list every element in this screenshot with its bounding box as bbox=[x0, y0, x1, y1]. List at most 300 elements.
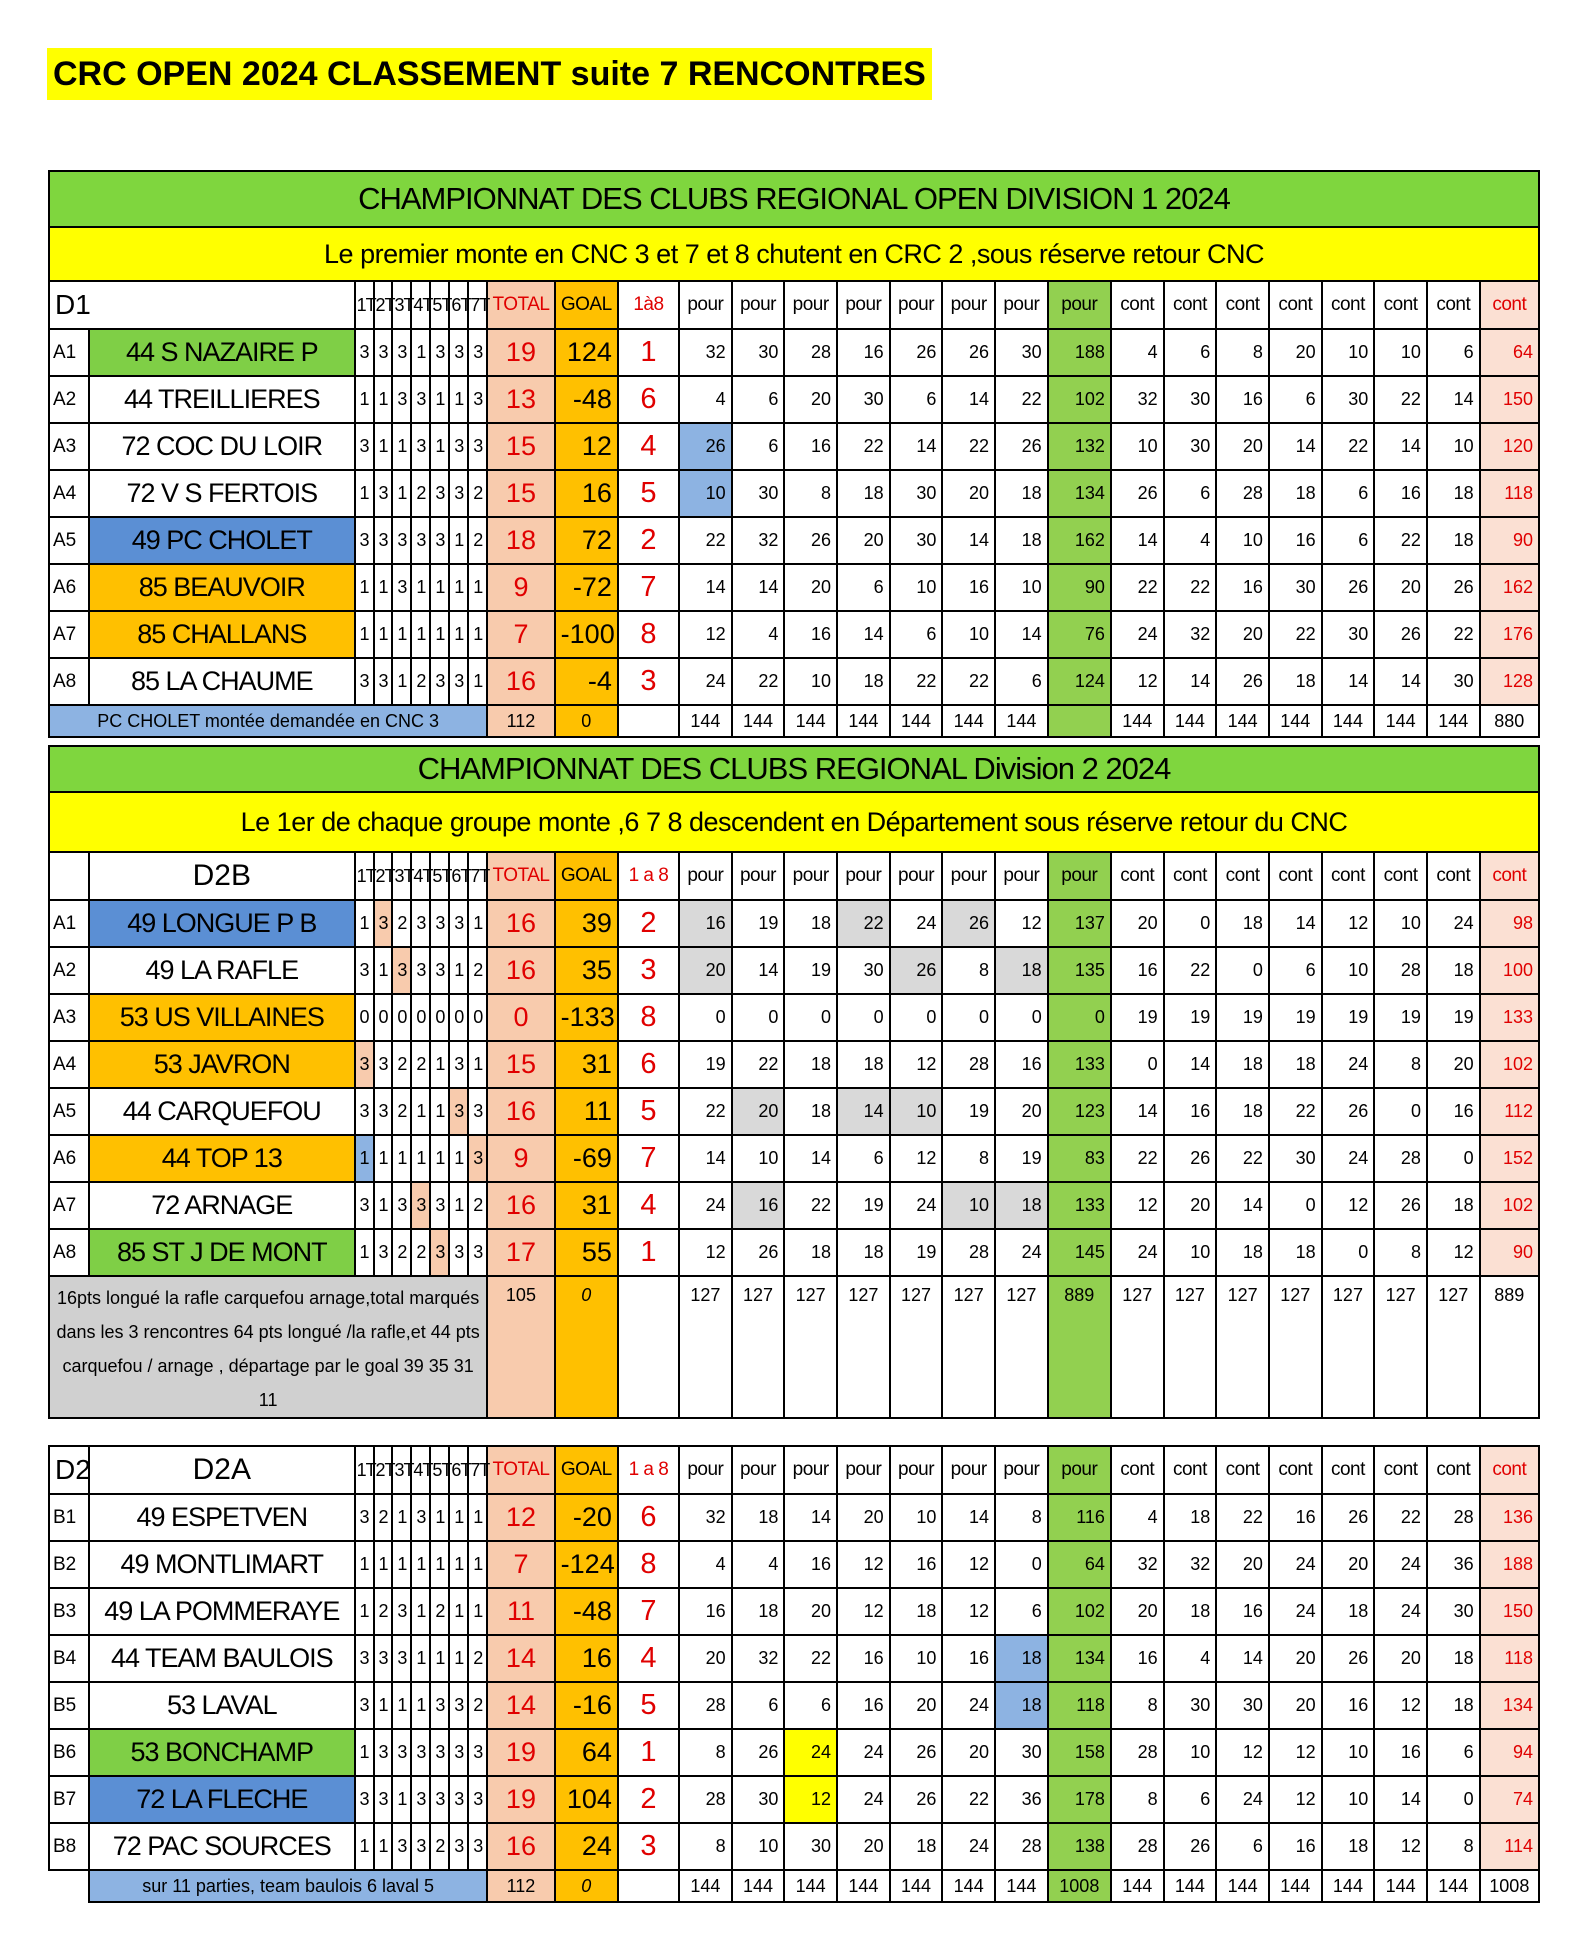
round-score: 3 bbox=[430, 329, 449, 376]
pour-value: 6 bbox=[890, 376, 943, 423]
footer-pour: 144 bbox=[679, 705, 732, 737]
team-code: B4 bbox=[49, 1635, 89, 1682]
pour-header: pour bbox=[784, 1446, 837, 1494]
cont-value: 20 bbox=[1427, 1041, 1480, 1088]
pour-header: pour bbox=[732, 281, 785, 329]
cont-value: 0 bbox=[1269, 1182, 1322, 1229]
round-score: 1 bbox=[392, 1682, 411, 1729]
total-points: 15 bbox=[487, 1041, 554, 1088]
pour-value: 28 bbox=[679, 1776, 732, 1823]
round-score: 3 bbox=[355, 658, 374, 705]
round-score: 1 bbox=[411, 1682, 430, 1729]
round-score: 1 bbox=[392, 423, 411, 470]
cont-value: 18 bbox=[1164, 1588, 1217, 1635]
round-score: 1 bbox=[411, 1088, 430, 1135]
team-code: A2 bbox=[49, 376, 89, 423]
cont-total-header: cont bbox=[1480, 852, 1539, 900]
pour-value: 16 bbox=[942, 564, 995, 611]
cont-value: 16 bbox=[1216, 1588, 1269, 1635]
goal-difference: -133 bbox=[555, 994, 618, 1041]
footer-pour: 144 bbox=[995, 1870, 1048, 1902]
cont-value: 18 bbox=[1269, 1229, 1322, 1276]
team-name: 85 BEAUVOIR bbox=[89, 564, 355, 611]
pour-value: 18 bbox=[995, 947, 1048, 994]
round-score: 1 bbox=[468, 564, 487, 611]
goal-difference: -100 bbox=[555, 611, 618, 658]
pour-value: 22 bbox=[784, 1182, 837, 1229]
round-score: 2 bbox=[468, 517, 487, 564]
team-row bbox=[49, 1541, 1539, 1588]
footer-pour: 144 bbox=[837, 1870, 890, 1902]
pour-value: 19 bbox=[890, 1229, 943, 1276]
cont-value: 30 bbox=[1216, 1682, 1269, 1729]
team-code: A1 bbox=[49, 329, 89, 376]
footer-pour: 144 bbox=[732, 705, 785, 737]
round-score: 1 bbox=[392, 611, 411, 658]
team-code: A7 bbox=[49, 611, 89, 658]
round-score: 1 bbox=[449, 1135, 468, 1182]
round-score: 3 bbox=[411, 517, 430, 564]
team-code: A5 bbox=[49, 517, 89, 564]
pour-header: pour bbox=[890, 852, 943, 900]
team-name: 44 S NAZAIRE P bbox=[89, 329, 355, 376]
pour-value: 26 bbox=[942, 900, 995, 947]
cont-value: 4 bbox=[1164, 517, 1217, 564]
footer-goal: 0 bbox=[555, 705, 618, 737]
round-score: 2 bbox=[392, 900, 411, 947]
total-points: 19 bbox=[487, 1729, 554, 1776]
cont-value: 14 bbox=[1216, 1182, 1269, 1229]
pour-value: 26 bbox=[942, 329, 995, 376]
cont-value: 6 bbox=[1164, 470, 1217, 517]
round-score: 3 bbox=[355, 1182, 374, 1229]
cont-value: 10 bbox=[1322, 1729, 1375, 1776]
round-score: 3 bbox=[392, 564, 411, 611]
round-header: 6T bbox=[449, 281, 468, 329]
cont-value: 6 bbox=[1164, 1776, 1217, 1823]
cont-value: 12 bbox=[1111, 1182, 1164, 1229]
rank: 2 bbox=[618, 900, 679, 947]
cont-value: 16 bbox=[1427, 1088, 1480, 1135]
pour-total: 133 bbox=[1048, 1041, 1111, 1088]
round-score: 1 bbox=[374, 947, 393, 994]
pour-header: pour bbox=[679, 1446, 732, 1494]
team-code: A8 bbox=[49, 1229, 89, 1276]
team-name: 85 LA CHAUME bbox=[89, 658, 355, 705]
team-name: 49 PC CHOLET bbox=[89, 517, 355, 564]
round-score: 3 bbox=[374, 1729, 393, 1776]
footer-cont: 144 bbox=[1269, 1870, 1322, 1902]
round-score: 1 bbox=[468, 611, 487, 658]
rank-header: 1 a 8 bbox=[618, 1446, 679, 1494]
pour-value: 20 bbox=[837, 1823, 890, 1870]
cont-value: 22 bbox=[1164, 947, 1217, 994]
round-score: 3 bbox=[449, 1823, 468, 1870]
pour-total: 102 bbox=[1048, 1588, 1111, 1635]
pour-value: 12 bbox=[837, 1541, 890, 1588]
round-header: 1T bbox=[355, 852, 374, 900]
pour-value: 12 bbox=[890, 1041, 943, 1088]
pour-value: 8 bbox=[679, 1823, 732, 1870]
round-header: 3T bbox=[392, 1446, 411, 1494]
round-score: 3 bbox=[355, 1776, 374, 1823]
header-row bbox=[49, 281, 1539, 329]
cont-total-header: cont bbox=[1480, 281, 1539, 329]
pour-value: 0 bbox=[995, 994, 1048, 1041]
pour-value: 19 bbox=[837, 1182, 890, 1229]
pour-total-header: pour bbox=[1048, 1446, 1111, 1494]
cont-value: 14 bbox=[1111, 517, 1164, 564]
round-score: 1 bbox=[392, 470, 411, 517]
cont-value: 24 bbox=[1427, 900, 1480, 947]
round-score: 0 bbox=[411, 994, 430, 1041]
cont-value: 16 bbox=[1374, 470, 1427, 517]
cont-value: 24 bbox=[1269, 1588, 1322, 1635]
round-score: 3 bbox=[449, 1729, 468, 1776]
pour-total: 124 bbox=[1048, 658, 1111, 705]
round-score: 1 bbox=[430, 1135, 449, 1182]
footer-total: 112 bbox=[487, 705, 554, 737]
group-code-header bbox=[49, 852, 89, 900]
team-name: 85 ST J DE MONT bbox=[89, 1229, 355, 1276]
team-name: 53 US VILLAINES bbox=[89, 994, 355, 1041]
pour-value: 20 bbox=[732, 1088, 785, 1135]
cont-total: 133 bbox=[1480, 994, 1539, 1041]
pour-value: 18 bbox=[837, 470, 890, 517]
pour-value: 30 bbox=[995, 1729, 1048, 1776]
pour-value: 22 bbox=[837, 423, 890, 470]
total-points: 15 bbox=[487, 423, 554, 470]
round-score: 1 bbox=[355, 1729, 374, 1776]
round-score: 3 bbox=[355, 1494, 374, 1541]
pour-value: 0 bbox=[837, 994, 890, 1041]
cont-value: 20 bbox=[1374, 564, 1427, 611]
pour-value: 22 bbox=[837, 900, 890, 947]
pour-value: 14 bbox=[942, 517, 995, 564]
round-header: 7T bbox=[468, 281, 487, 329]
footer-pour-total: 1008 bbox=[1048, 1870, 1111, 1902]
rank: 1 bbox=[618, 1729, 679, 1776]
round-header: 6T bbox=[449, 852, 468, 900]
round-score: 1 bbox=[374, 564, 393, 611]
cont-value: 0 bbox=[1111, 1041, 1164, 1088]
pour-value: 18 bbox=[890, 1823, 943, 1870]
pour-value: 26 bbox=[890, 329, 943, 376]
cont-value: 12 bbox=[1322, 1182, 1375, 1229]
round-score: 1 bbox=[449, 1541, 468, 1588]
goal-difference: 12 bbox=[555, 423, 618, 470]
cont-value: 16 bbox=[1216, 564, 1269, 611]
rank: 2 bbox=[618, 1776, 679, 1823]
team-row bbox=[49, 1729, 1539, 1776]
round-score: 1 bbox=[355, 1229, 374, 1276]
round-score: 1 bbox=[355, 564, 374, 611]
rank: 5 bbox=[618, 470, 679, 517]
cont-value: 20 bbox=[1216, 423, 1269, 470]
team-row bbox=[49, 1041, 1539, 1088]
pour-value: 22 bbox=[732, 1041, 785, 1088]
cont-header: cont bbox=[1164, 1446, 1217, 1494]
cont-value: 18 bbox=[1164, 1494, 1217, 1541]
team-name: 72 COC DU LOIR bbox=[89, 423, 355, 470]
cont-total: 120 bbox=[1480, 423, 1539, 470]
team-code: A2 bbox=[49, 947, 89, 994]
pour-value: 20 bbox=[942, 470, 995, 517]
team-code: A8 bbox=[49, 658, 89, 705]
pour-total: 76 bbox=[1048, 611, 1111, 658]
cont-value: 16 bbox=[1374, 1729, 1427, 1776]
total-points: 13 bbox=[487, 376, 554, 423]
team-row bbox=[49, 329, 1539, 376]
cont-value: 20 bbox=[1269, 1682, 1322, 1729]
round-score: 1 bbox=[411, 329, 430, 376]
round-score: 0 bbox=[468, 994, 487, 1041]
team-name: 72 LA FLECHE bbox=[89, 1776, 355, 1823]
round-score: 3 bbox=[374, 329, 393, 376]
cont-value: 18 bbox=[1322, 1823, 1375, 1870]
rank: 6 bbox=[618, 1041, 679, 1088]
goal-difference: -48 bbox=[555, 1588, 618, 1635]
round-score: 0 bbox=[374, 994, 393, 1041]
cont-value: 14 bbox=[1374, 423, 1427, 470]
round-score: 3 bbox=[355, 1041, 374, 1088]
pour-header: pour bbox=[679, 852, 732, 900]
total-points: 16 bbox=[487, 658, 554, 705]
cont-value: 30 bbox=[1427, 1588, 1480, 1635]
pour-total: 123 bbox=[1048, 1088, 1111, 1135]
total-points: 17 bbox=[487, 1229, 554, 1276]
round-header: 1T bbox=[355, 1446, 374, 1494]
round-score: 1 bbox=[430, 1088, 449, 1135]
round-score: 1 bbox=[374, 423, 393, 470]
round-score: 1 bbox=[449, 947, 468, 994]
header-row bbox=[49, 852, 1539, 900]
pour-value: 19 bbox=[784, 947, 837, 994]
pour-value: 4 bbox=[679, 1541, 732, 1588]
team-code: A1 bbox=[49, 900, 89, 947]
team-code: A3 bbox=[49, 423, 89, 470]
pour-value: 24 bbox=[995, 1229, 1048, 1276]
pour-value: 20 bbox=[837, 517, 890, 564]
round-score: 3 bbox=[374, 1229, 393, 1276]
cont-value: 8 bbox=[1216, 329, 1269, 376]
round-score: 3 bbox=[411, 1494, 430, 1541]
pour-header: pour bbox=[890, 281, 943, 329]
round-score: 3 bbox=[430, 1776, 449, 1823]
round-score: 3 bbox=[355, 1088, 374, 1135]
pour-value: 10 bbox=[942, 611, 995, 658]
goal-difference: 72 bbox=[555, 517, 618, 564]
pour-value: 20 bbox=[784, 376, 837, 423]
pour-value: 18 bbox=[995, 517, 1048, 564]
round-score: 3 bbox=[374, 1635, 393, 1682]
cont-value: 0 bbox=[1427, 1776, 1480, 1823]
pour-value: 16 bbox=[784, 611, 837, 658]
footer-goal: 0 bbox=[555, 1870, 618, 1902]
cont-total: 118 bbox=[1480, 470, 1539, 517]
pour-value: 18 bbox=[995, 1635, 1048, 1682]
team-row bbox=[49, 564, 1539, 611]
pour-value: 0 bbox=[784, 994, 837, 1041]
round-score: 2 bbox=[374, 1588, 393, 1635]
pour-header: pour bbox=[784, 852, 837, 900]
footer-pour: 127 bbox=[890, 1276, 943, 1418]
cont-value: 6 bbox=[1164, 329, 1217, 376]
rank: 2 bbox=[618, 517, 679, 564]
round-score: 1 bbox=[449, 564, 468, 611]
cont-value: 16 bbox=[1322, 1682, 1375, 1729]
team-code: B6 bbox=[49, 1729, 89, 1776]
division2a-table bbox=[48, 1445, 1540, 1903]
pour-value: 0 bbox=[732, 994, 785, 1041]
footer-row bbox=[49, 705, 1539, 737]
pour-value: 6 bbox=[995, 658, 1048, 705]
footer-cont: 127 bbox=[1164, 1276, 1217, 1418]
footer-pour: 127 bbox=[784, 1276, 837, 1418]
pour-value: 12 bbox=[890, 1135, 943, 1182]
rank: 4 bbox=[618, 1635, 679, 1682]
cont-value: 28 bbox=[1111, 1729, 1164, 1776]
goal-difference: 39 bbox=[555, 900, 618, 947]
pour-value: 6 bbox=[732, 423, 785, 470]
round-score: 3 bbox=[374, 1088, 393, 1135]
team-code: A7 bbox=[49, 1182, 89, 1229]
rank: 4 bbox=[618, 423, 679, 470]
pour-value: 26 bbox=[679, 423, 732, 470]
pour-total: 64 bbox=[1048, 1541, 1111, 1588]
cont-value: 14 bbox=[1216, 1635, 1269, 1682]
round-score: 2 bbox=[411, 470, 430, 517]
pour-value: 6 bbox=[732, 376, 785, 423]
pour-value: 10 bbox=[890, 1494, 943, 1541]
team-row bbox=[49, 611, 1539, 658]
pour-value: 30 bbox=[732, 470, 785, 517]
cont-value: 4 bbox=[1111, 1494, 1164, 1541]
round-score: 1 bbox=[468, 1041, 487, 1088]
pour-value: 22 bbox=[995, 376, 1048, 423]
pour-value: 6 bbox=[995, 1588, 1048, 1635]
pour-value: 20 bbox=[679, 947, 732, 994]
round-score: 0 bbox=[430, 994, 449, 1041]
pour-value: 30 bbox=[732, 1776, 785, 1823]
cont-value: 14 bbox=[1269, 900, 1322, 947]
cont-value: 24 bbox=[1111, 1229, 1164, 1276]
footer-row bbox=[49, 1870, 1539, 1902]
team-code: A4 bbox=[49, 1041, 89, 1088]
pour-value: 24 bbox=[890, 900, 943, 947]
pour-value: 10 bbox=[732, 1135, 785, 1182]
pour-header: pour bbox=[837, 281, 890, 329]
footer-cont: 127 bbox=[1322, 1276, 1375, 1418]
round-score: 3 bbox=[411, 1182, 430, 1229]
round-score: 1 bbox=[411, 611, 430, 658]
cont-value: 16 bbox=[1164, 1088, 1217, 1135]
pour-value: 10 bbox=[890, 564, 943, 611]
footer-pour: 127 bbox=[995, 1276, 1048, 1418]
cont-header: cont bbox=[1427, 281, 1480, 329]
pour-value: 30 bbox=[837, 947, 890, 994]
round-score: 3 bbox=[449, 658, 468, 705]
cont-value: 30 bbox=[1322, 376, 1375, 423]
round-score: 2 bbox=[468, 1682, 487, 1729]
cont-value: 10 bbox=[1164, 1229, 1217, 1276]
cont-value: 14 bbox=[1374, 658, 1427, 705]
total-points: 7 bbox=[487, 1541, 554, 1588]
round-score: 3 bbox=[468, 1729, 487, 1776]
cont-total-header: cont bbox=[1480, 1446, 1539, 1494]
cont-value: 12 bbox=[1374, 1823, 1427, 1870]
pour-value: 8 bbox=[942, 1135, 995, 1182]
pour-value: 20 bbox=[942, 1729, 995, 1776]
round-score: 3 bbox=[355, 1635, 374, 1682]
round-score: 3 bbox=[392, 947, 411, 994]
goal-difference: -16 bbox=[555, 1682, 618, 1729]
cont-total: 152 bbox=[1480, 1135, 1539, 1182]
cont-value: 6 bbox=[1269, 376, 1322, 423]
pour-value: 16 bbox=[837, 1682, 890, 1729]
cont-value: 19 bbox=[1111, 994, 1164, 1041]
round-score: 3 bbox=[449, 329, 468, 376]
footer-cont: 144 bbox=[1111, 705, 1164, 737]
goal-difference: 55 bbox=[555, 1229, 618, 1276]
round-score: 1 bbox=[392, 1135, 411, 1182]
round-score: 3 bbox=[374, 900, 393, 947]
round-header: 4T bbox=[411, 281, 430, 329]
footer-goal: 0 bbox=[555, 1276, 618, 1418]
cont-value: 12 bbox=[1111, 658, 1164, 705]
total-points: 16 bbox=[487, 1088, 554, 1135]
round-score: 3 bbox=[468, 1229, 487, 1276]
team-code: B3 bbox=[49, 1588, 89, 1635]
pour-value: 6 bbox=[890, 611, 943, 658]
group-name-header: D2B bbox=[89, 852, 355, 900]
cont-value: 30 bbox=[1322, 611, 1375, 658]
round-score: 2 bbox=[411, 1229, 430, 1276]
d2-banner-subtitle: Le 1er de chaque groupe monte ,6 7 8 descendent en Département sous réserve retour du CNC bbox=[49, 792, 1539, 852]
team-code: A3 bbox=[49, 994, 89, 1041]
goal-difference: -124 bbox=[555, 1541, 618, 1588]
round-score: 1 bbox=[374, 1541, 393, 1588]
team-name: 49 LONGUE P B bbox=[89, 900, 355, 947]
cont-value: 8 bbox=[1374, 1041, 1427, 1088]
cont-total: 162 bbox=[1480, 564, 1539, 611]
round-score: 0 bbox=[449, 994, 468, 1041]
round-header: 5T bbox=[430, 281, 449, 329]
cont-value: 10 bbox=[1216, 517, 1269, 564]
cont-value: 0 bbox=[1427, 1135, 1480, 1182]
round-score: 1 bbox=[392, 1494, 411, 1541]
cont-value: 0 bbox=[1216, 947, 1269, 994]
division1-table bbox=[48, 170, 1540, 738]
team-name: 72 ARNAGE bbox=[89, 1182, 355, 1229]
pour-total: 137 bbox=[1048, 900, 1111, 947]
cont-value: 24 bbox=[1322, 1041, 1375, 1088]
cont-value: 20 bbox=[1322, 1541, 1375, 1588]
cont-total: 90 bbox=[1480, 1229, 1539, 1276]
cont-value: 18 bbox=[1269, 1041, 1322, 1088]
cont-header: cont bbox=[1427, 1446, 1480, 1494]
pour-value: 16 bbox=[679, 900, 732, 947]
pour-value: 12 bbox=[995, 900, 1048, 947]
footer-total: 112 bbox=[487, 1870, 554, 1902]
round-score: 1 bbox=[468, 900, 487, 947]
cont-value: 18 bbox=[1216, 1229, 1269, 1276]
goal-difference: 16 bbox=[555, 470, 618, 517]
round-score: 1 bbox=[411, 1135, 430, 1182]
goal-header: GOAL bbox=[555, 852, 618, 900]
pour-value: 16 bbox=[679, 1588, 732, 1635]
pour-total: 83 bbox=[1048, 1135, 1111, 1182]
